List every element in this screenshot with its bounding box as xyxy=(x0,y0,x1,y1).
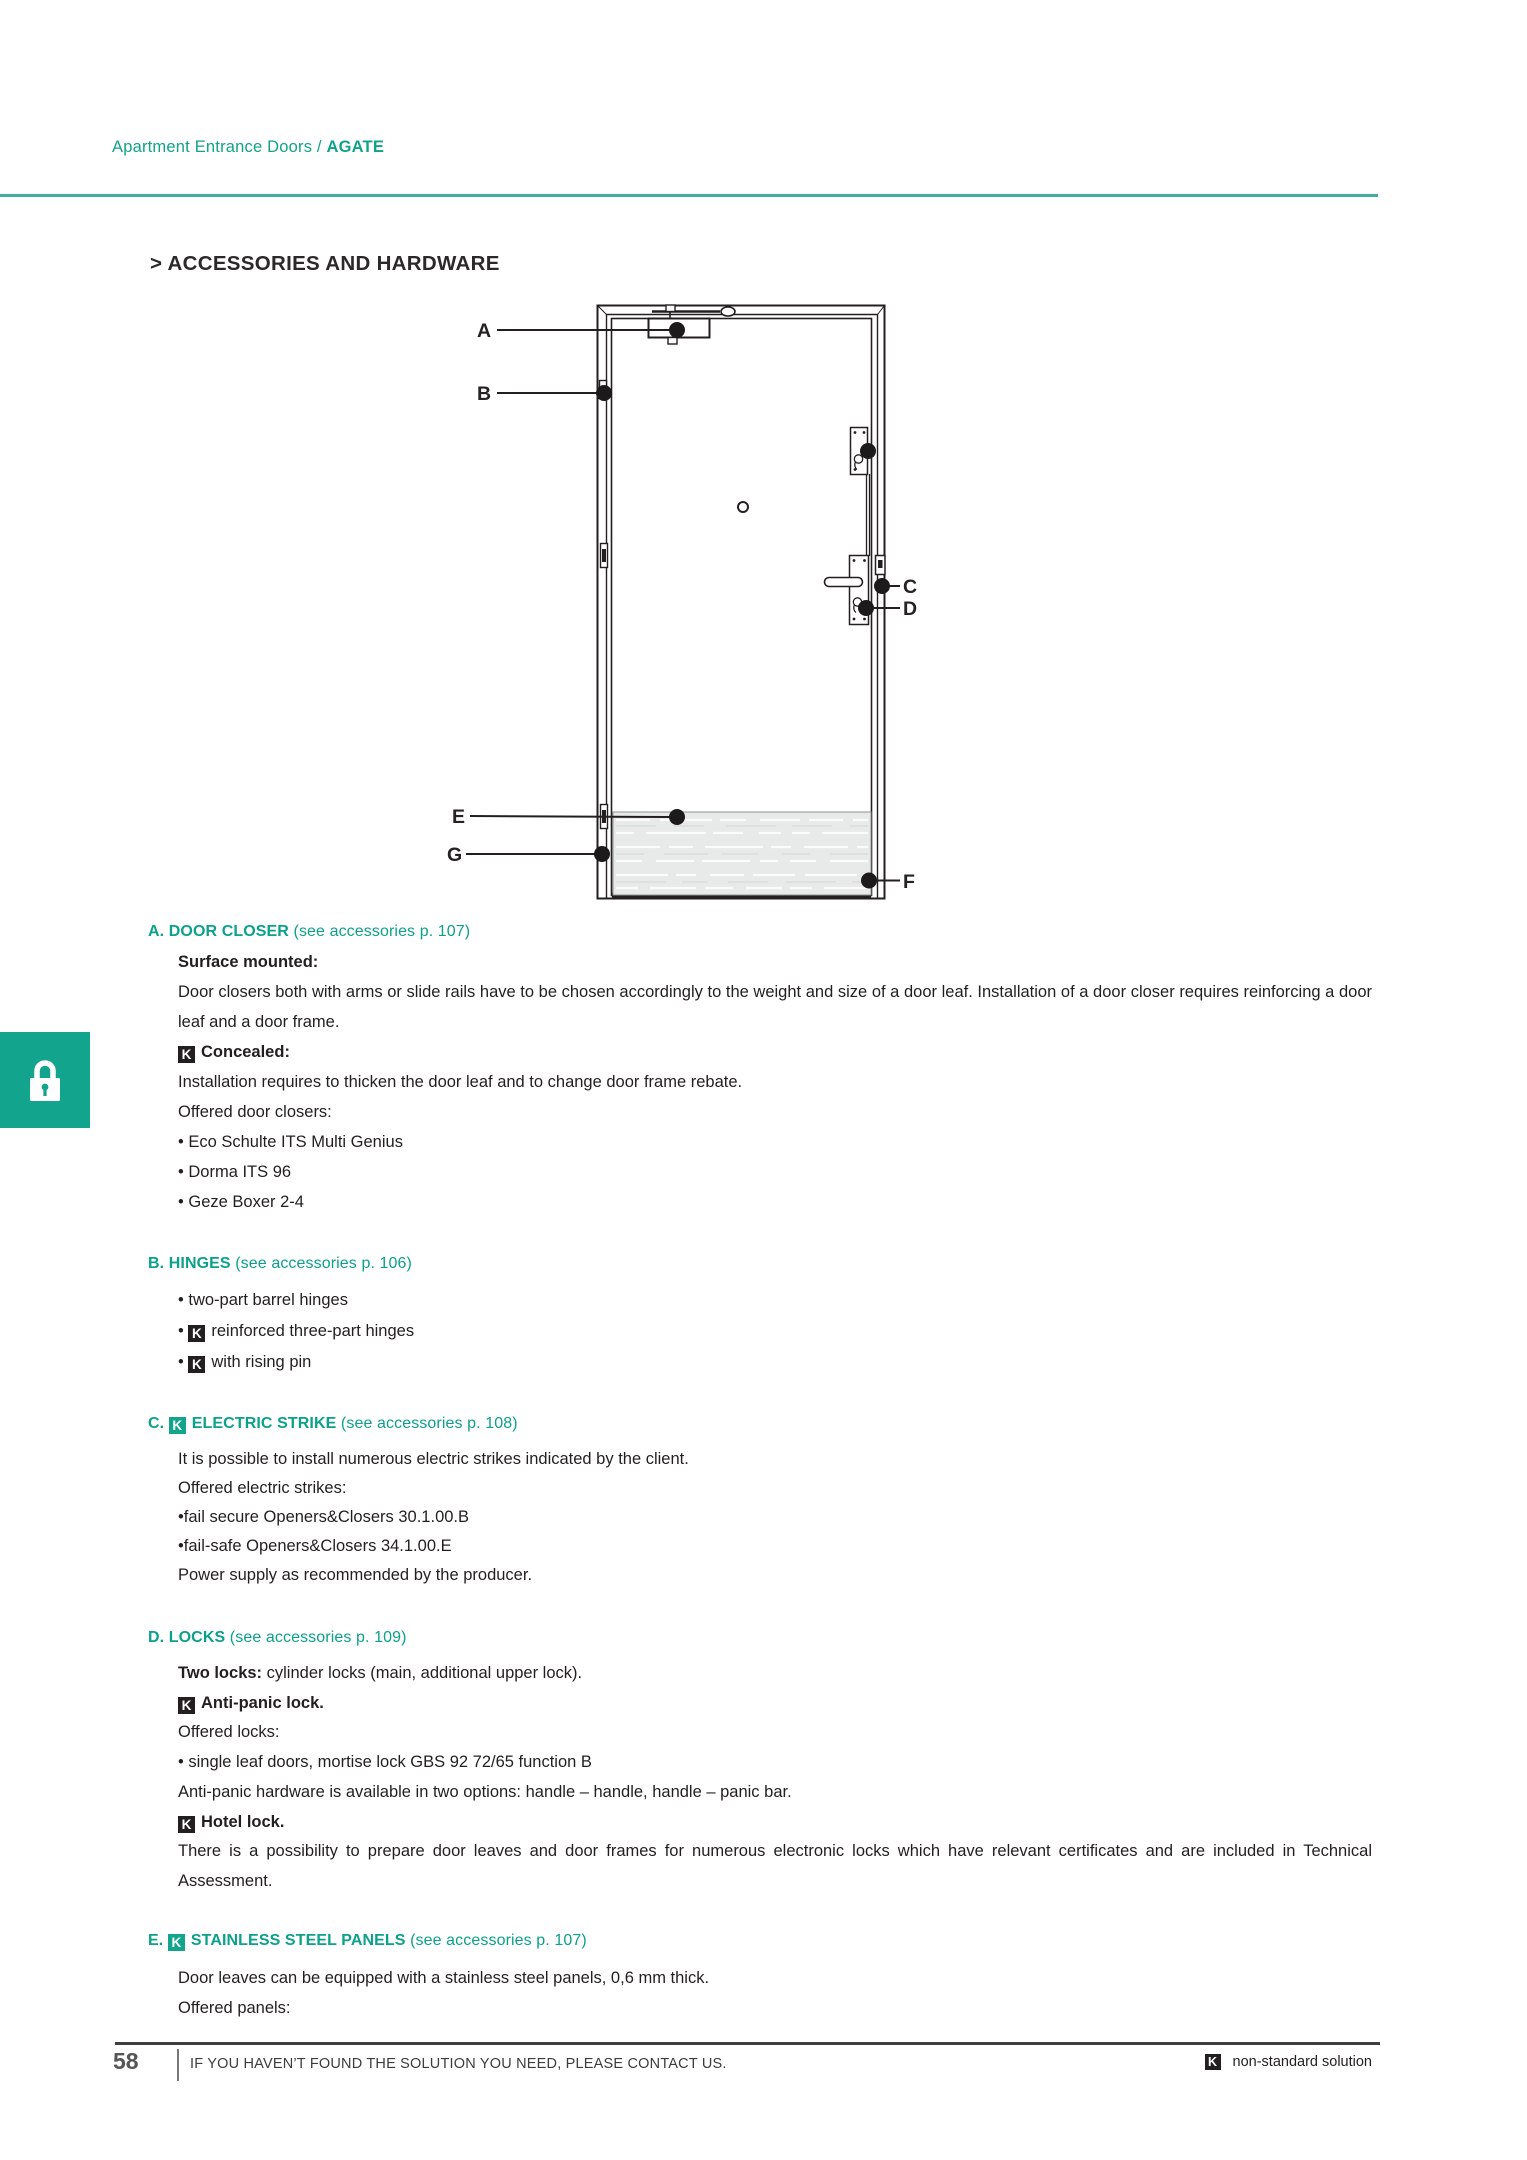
text-line xyxy=(178,947,1372,977)
section-letter: D. xyxy=(148,1629,169,1646)
callout-label: G xyxy=(447,844,463,866)
section-body xyxy=(178,947,1372,1217)
text-line: There is a possibility to prepare door leaves and door frames for numerous electronic locks which have relevant certificates and are included in Technical Assessment. xyxy=(178,1842,1372,1890)
callout-label: E xyxy=(452,806,466,828)
section-B xyxy=(148,1249,1372,1378)
section-letter: E. xyxy=(148,1932,168,1949)
footer-divider xyxy=(115,2042,1380,2045)
k-icon: K xyxy=(188,1325,205,1342)
k-icon: K xyxy=(178,1046,195,1063)
section-title: ELECTRIC STRIKE xyxy=(191,1415,341,1432)
k-icon: K xyxy=(169,1417,186,1434)
k-icon: K xyxy=(178,1816,195,1833)
section-title: STAINLESS STEEL PANELS xyxy=(190,1932,411,1949)
callout-label: C xyxy=(903,576,918,598)
callout-label: F xyxy=(903,871,915,893)
text-line: Offered panels: xyxy=(178,1999,291,2017)
section-letter: C. xyxy=(148,1415,169,1432)
page-number: 58 xyxy=(113,2048,139,2074)
callout-label: A xyxy=(477,320,492,342)
bold-text: Two locks: xyxy=(178,1664,263,1682)
k-icon: K xyxy=(168,1934,185,1951)
section-heading xyxy=(148,1409,1372,1439)
footer-legend xyxy=(1205,2054,1372,2070)
bold-text: Concealed: xyxy=(201,1043,290,1061)
section-body xyxy=(178,1963,1372,2023)
section-body xyxy=(178,1659,1372,1897)
text-line xyxy=(178,1808,1372,1838)
section-title: DOOR CLOSER xyxy=(168,923,294,940)
breadcrumb-prefix: Apartment Entrance Doors / xyxy=(112,138,327,156)
section-D xyxy=(148,1623,1372,1897)
text-line: Door leaves can be equipped with a stainless steel panels, 0,6 mm thick. xyxy=(178,1969,710,1987)
text-line: •fail secure Openers&Closers 30.1.00.B xyxy=(178,1508,470,1526)
footer-note: IF YOU HAVEN’T FOUND THE SOLUTION YOU NEED, PLEASE CONTACT US. xyxy=(190,2056,727,2072)
section-heading xyxy=(148,1623,1372,1653)
section-ref: (see accessories p. 108) xyxy=(340,1415,518,1432)
callout-label: B xyxy=(477,383,492,405)
text-line: • Geze Boxer 2-4 xyxy=(178,1193,304,1211)
section-heading xyxy=(148,1926,1372,1956)
callout-label: D xyxy=(903,598,918,620)
bold-text: Surface mounted: xyxy=(178,953,319,971)
text-line: • Dorma ITS 96 xyxy=(178,1163,292,1181)
section-C xyxy=(148,1409,1372,1590)
k-icon: K xyxy=(188,1356,205,1373)
section-letter: B. xyxy=(148,1255,169,1272)
page-title: > ACCESSORIES AND HARDWARE xyxy=(150,252,500,275)
section-ref: (see accessories p. 107) xyxy=(293,923,471,940)
k-icon: K xyxy=(1205,2054,1221,2070)
section-title: HINGES xyxy=(168,1255,236,1272)
section-ref: (see accessories p. 106) xyxy=(235,1255,412,1272)
section-E xyxy=(148,1926,1372,2023)
k-icon: K xyxy=(178,1697,195,1714)
footer-legend-label: non-standard solution xyxy=(1232,2054,1372,2070)
text-line xyxy=(178,1037,1372,1067)
section-ref: (see accessories p. 109) xyxy=(229,1629,407,1646)
breadcrumb-brand: AGATE xyxy=(326,138,385,156)
text-line: It is possible to install numerous electric strikes indicated by the client. xyxy=(178,1450,689,1468)
section-heading xyxy=(148,917,1372,947)
text-line: • Eco Schulte ITS Multi Genius xyxy=(178,1133,403,1151)
text-line: Offered door closers: xyxy=(178,1103,332,1121)
text-line: •fail-safe Openers&Closers 34.1.00.E xyxy=(178,1537,452,1555)
text-line: Two locks: cylinder locks (main, additional upper lock). xyxy=(178,1664,583,1682)
text-line: • single leaf doors, mortise lock GBS 92 72/65 function B xyxy=(178,1753,592,1772)
text-line: • K with rising pin xyxy=(178,1353,312,1372)
text-line: Anti-panic hardware is available in two options: handle – handle, handle – panic bar. xyxy=(178,1782,792,1801)
text-line: Installation requires to thicken the door leaf and to change door frame rebate. xyxy=(178,1073,743,1091)
text-line xyxy=(178,1689,1372,1719)
section-heading xyxy=(148,1249,1372,1279)
section-title: LOCKS xyxy=(168,1629,230,1646)
text-line: Offered locks: xyxy=(178,1723,280,1742)
section-A xyxy=(148,917,1372,1217)
section-body xyxy=(178,1445,1372,1590)
text-line: • two-part barrel hinges xyxy=(178,1291,348,1309)
text-line: • K reinforced three-part hinges xyxy=(178,1322,415,1341)
text-line: Door closers both with arms or slide rails have to be chosen accordingly to the weight and size of a door leaf. Installation of a door closer requires reinforcing a door leaf and a door frame. xyxy=(178,983,1372,1031)
bold-text: Hotel lock. xyxy=(201,1812,285,1831)
text-line: Offered electric strikes: xyxy=(178,1479,347,1497)
footer-separator xyxy=(177,2049,179,2081)
text-line: Power supply as recommended by the producer. xyxy=(178,1566,533,1584)
bold-text: Anti-panic lock. xyxy=(201,1693,324,1712)
section-letter: A. xyxy=(148,923,169,940)
section-body xyxy=(178,1285,1372,1378)
section-ref: (see accessories p. 107) xyxy=(410,1932,587,1949)
